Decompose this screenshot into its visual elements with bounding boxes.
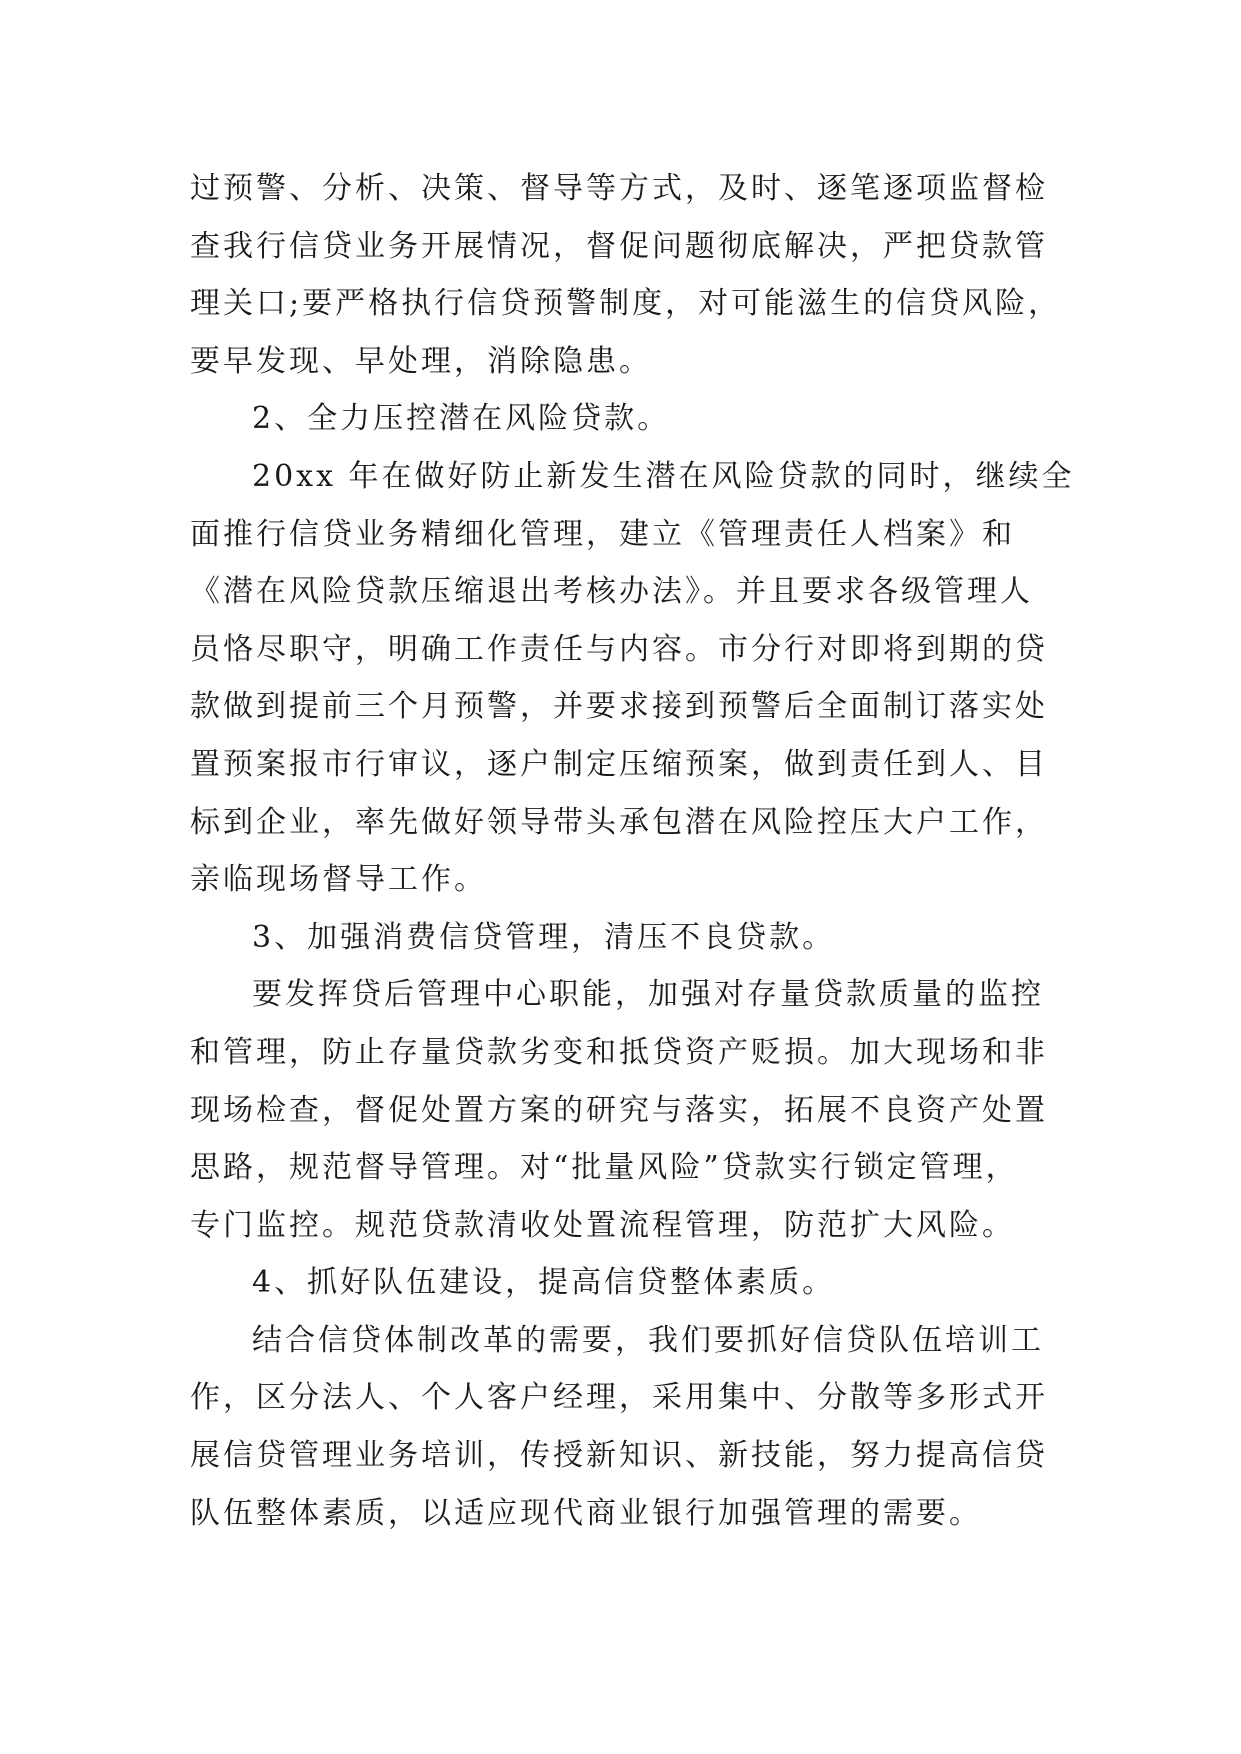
text-line: 队伍整体素质，以适应现代商业银行加强管理的需要。 (190, 1495, 982, 1531)
text-line: 标到企业，率先做好领导带头承包潜在风险控压大户工作， (190, 804, 1048, 840)
text-line: 现场检查，督促处置方案的研究与落实，拓展不良资产处置 (190, 1092, 1048, 1128)
section-heading-2 (190, 390, 1050, 448)
text-line: 要发挥贷后管理中心职能，加强对存量贷款质量的监控 (252, 977, 1044, 1013)
text-line: 作，区分法人、个人客户经理，采用集中、分散等多形式开 (190, 1380, 1048, 1416)
text-line: 理关口;要严格执行信贷预警制度，对可能滋生的信贷风险， (190, 286, 1062, 322)
text-line: 置预案报市行审议，逐户制定压缩预案，做到责任到人、目 (190, 746, 1048, 782)
text-line: 和管理，防止存量贷款劣变和抵贷资产贬损。加大现场和非 (190, 1034, 1048, 1070)
text-line: 《潜在风险贷款压缩退出考核办法》。并且要求各级管理人 (190, 574, 1033, 610)
document-body (190, 160, 1075, 1542)
section-heading-4 (190, 1254, 1050, 1312)
text-line: 过预警、分析、决策、督导等方式，及时、逐笔逐项监督检 (190, 171, 1048, 206)
heading-text: 2、全力压控潜在风险贷款。 (252, 401, 671, 437)
text-line: 查我行信贷业务开展情况，督促问题彻底解决，严把贷款管 (190, 228, 1048, 264)
text-line: 专门监控。规范贷款清收处置流程管理，防范扩大风险。 (190, 1207, 1015, 1243)
section-heading-3 (190, 909, 1050, 967)
heading-text: 3、加强消费信贷管理，清压不良贷款。 (252, 919, 836, 955)
text-line: 思路，规范督导管理。对“批量风险”贷款实行锁定管理， (190, 1150, 1019, 1186)
text-line: 面推行信贷业务精细化管理，建立《管理责任人档案》和 (190, 516, 1015, 552)
paragraph-section-3 (190, 966, 1050, 1254)
heading-text: 4、抓好队伍建设，提高信贷整体素质。 (252, 1265, 836, 1301)
text-line: 展信贷管理业务培训，传授新知识、新技能，努力提高信贷 (190, 1438, 1048, 1474)
text-line: 20xx 年在做好防止新发生潜在风险贷款的同时，继续全 (252, 458, 1075, 494)
text-line: 结合信贷体制改革的需要，我们要抓好信贷队伍培训工 (252, 1322, 1044, 1358)
text-line: 亲临现场督导工作。 (190, 862, 487, 898)
paragraph-section-4 (190, 1312, 1050, 1542)
text-line: 款做到提前三个月预警，并要求接到预警后全面制订落实处 (190, 689, 1048, 725)
text-line: 员恪尽职守，明确工作责任与内容。市分行对即将到期的贷 (190, 631, 1048, 667)
paragraph-section-2 (190, 448, 1075, 909)
text-line: 要早发现、早处理，消除隐患。 (190, 343, 652, 379)
paragraph-continuation (190, 160, 1062, 390)
